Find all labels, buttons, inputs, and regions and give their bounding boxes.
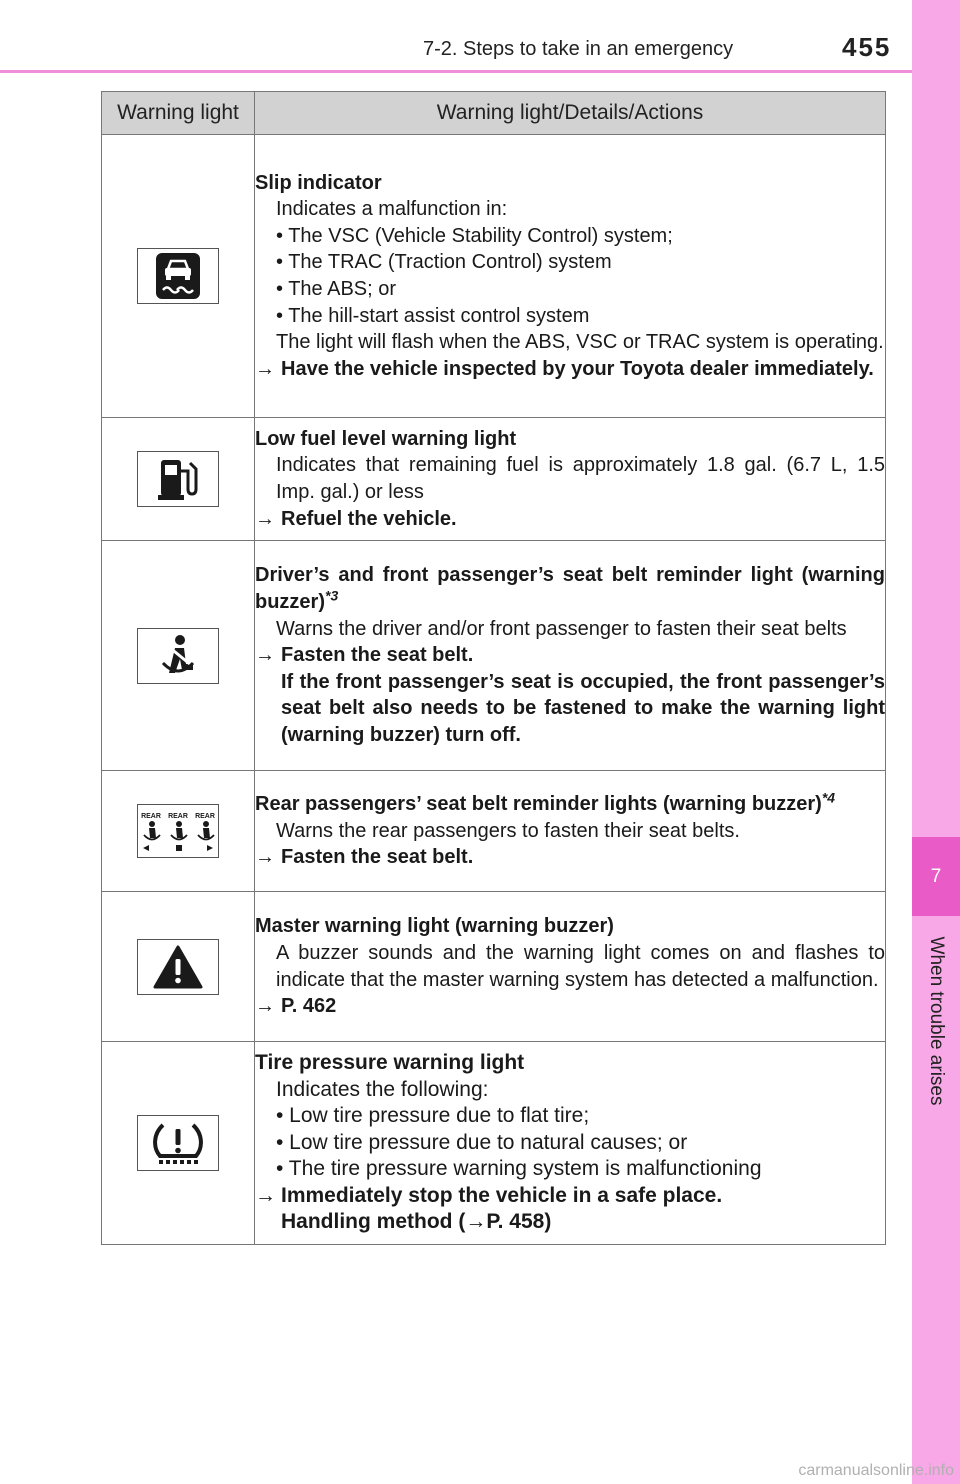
arrow-icon: → [255,1183,276,1207]
icon-cell [102,541,255,771]
rear-seat-belt-icon [137,804,219,858]
details-cell [255,1042,886,1245]
icon-cell [102,135,255,418]
rear-seat-belt-center-icon [168,813,188,851]
warning-note: The light will flash when the ABS, VSC or TRAC system is operating. [276,331,884,354]
rear-icon-label: REAR [141,812,161,820]
warning-title-text: Rear passengers’ seat belt reminder lights (warning buzzer) [255,793,822,816]
bullet-item: • Low tire pressure due to natural causes; or [276,1130,688,1154]
rear-icon-label: REAR [168,812,188,820]
details-cell [255,418,886,541]
arrow-icon: → [255,644,275,667]
arrow-icon: → [255,507,275,530]
table-row [102,418,886,541]
warning-description: Warns the rear passengers to fasten their seat belts. [276,819,740,842]
icon-cell [102,418,255,541]
action-text: Have the vehicle inspected by your Toyota dealer immediately. [281,357,874,380]
table-row [102,1042,886,1245]
arrow-icon: → [255,995,275,1018]
warning-action [255,1183,885,1210]
action-text: Fasten the seat belt. [281,644,474,667]
warning-title: Slip indicator [255,171,382,194]
details-cell [255,135,886,418]
details-cell [255,892,886,1042]
action-detail: Handling method (→P. 458) [281,1210,552,1234]
footnote-ref: *4 [821,789,836,806]
warning-action [255,993,885,1020]
table-header-row [102,92,886,135]
chapter-title: When trouble arises [926,936,947,1106]
bullet-item: • The hill-start assist control system [276,304,590,327]
rear-icon-label: REAR [195,812,215,820]
low-fuel-icon [137,451,219,507]
icon-cell [102,892,255,1042]
page-number: 455 [842,32,892,62]
table-row [102,135,886,418]
warning-action [255,356,885,383]
column-header-details: Warning light/Details/Actions [255,92,886,135]
action-detail: If the front passenger’s seat is occupied, the front passenger’s seat belt also needs to be fastened to make the warning light (warning buzzer) turn off. [281,670,885,746]
table-row [102,541,886,771]
warning-action [255,506,885,533]
warning-action [255,642,885,669]
warning-title: Low fuel level warning light [255,427,517,450]
header-rule [0,70,912,73]
action-text: Fasten the seat belt. [281,846,474,869]
warning-description: Warns the driver and/or front passenger to fasten their seat belts [276,617,847,640]
warning-intro: Indicates a malfunction in: [276,198,508,221]
bullet-item: • Low tire pressure due to flat tire; [276,1104,590,1128]
warning-action [255,844,885,871]
details-cell [255,771,886,892]
bullet-item: • The tire pressure warning system is malfunctioning [276,1157,762,1181]
icon-cell [102,1042,255,1245]
icon-cell [102,771,255,892]
warning-description: Indicates that remaining fuel is approximately 1.8 gal. (6.7 L, 1.5 Imp. gal.) or less [276,454,885,503]
action-text: Refuel the vehicle. [281,507,457,530]
warning-light-table [101,91,886,1245]
warning-intro: Indicates the following: [276,1077,489,1101]
warning-title-text: Driver’s and front passenger’s seat belt reminder light (warning buzzer) [255,564,885,614]
rear-seat-belt-left-icon [141,813,161,851]
slip-indicator-icon [137,248,219,304]
bullet-item: • The ABS; or [276,278,397,300]
rear-seat-belt-right-icon [195,813,215,851]
warning-title: Tire pressure warning light [255,1050,525,1074]
table-row [102,771,886,892]
seat-belt-icon [137,628,219,684]
footnote-ref: *3 [325,587,339,604]
section-title: 7-2. Steps to take in an emergency [423,38,734,60]
column-header-warning-light: Warning light [102,92,255,135]
bullet-item: • The TRAC (Traction Control) system [276,251,612,274]
warning-title [255,791,885,818]
tire-pressure-icon [137,1115,219,1171]
warning-description: A buzzer sounds and the warning light comes on and flashes to indicate that the master warning system has detected a malfunction. [276,941,885,991]
chapter-side-tab [912,0,960,1484]
bullet-item: • The VSC (Vehicle Stability Control) system; [276,224,673,247]
arrow-icon: → [255,846,275,869]
details-cell [255,541,886,771]
master-warning-icon [137,939,219,995]
action-text: Immediately stop the vehicle in a safe place. [281,1183,723,1207]
table-row [102,892,886,1042]
warning-title [255,562,885,615]
arrow-icon: → [255,357,275,380]
watermark: carmanualsonline.info [798,1462,954,1479]
chapter-number: 7 [912,837,960,916]
page-reference-link: P. 462 [281,995,337,1018]
warning-title: Master warning light (warning buzzer) [255,915,614,938]
